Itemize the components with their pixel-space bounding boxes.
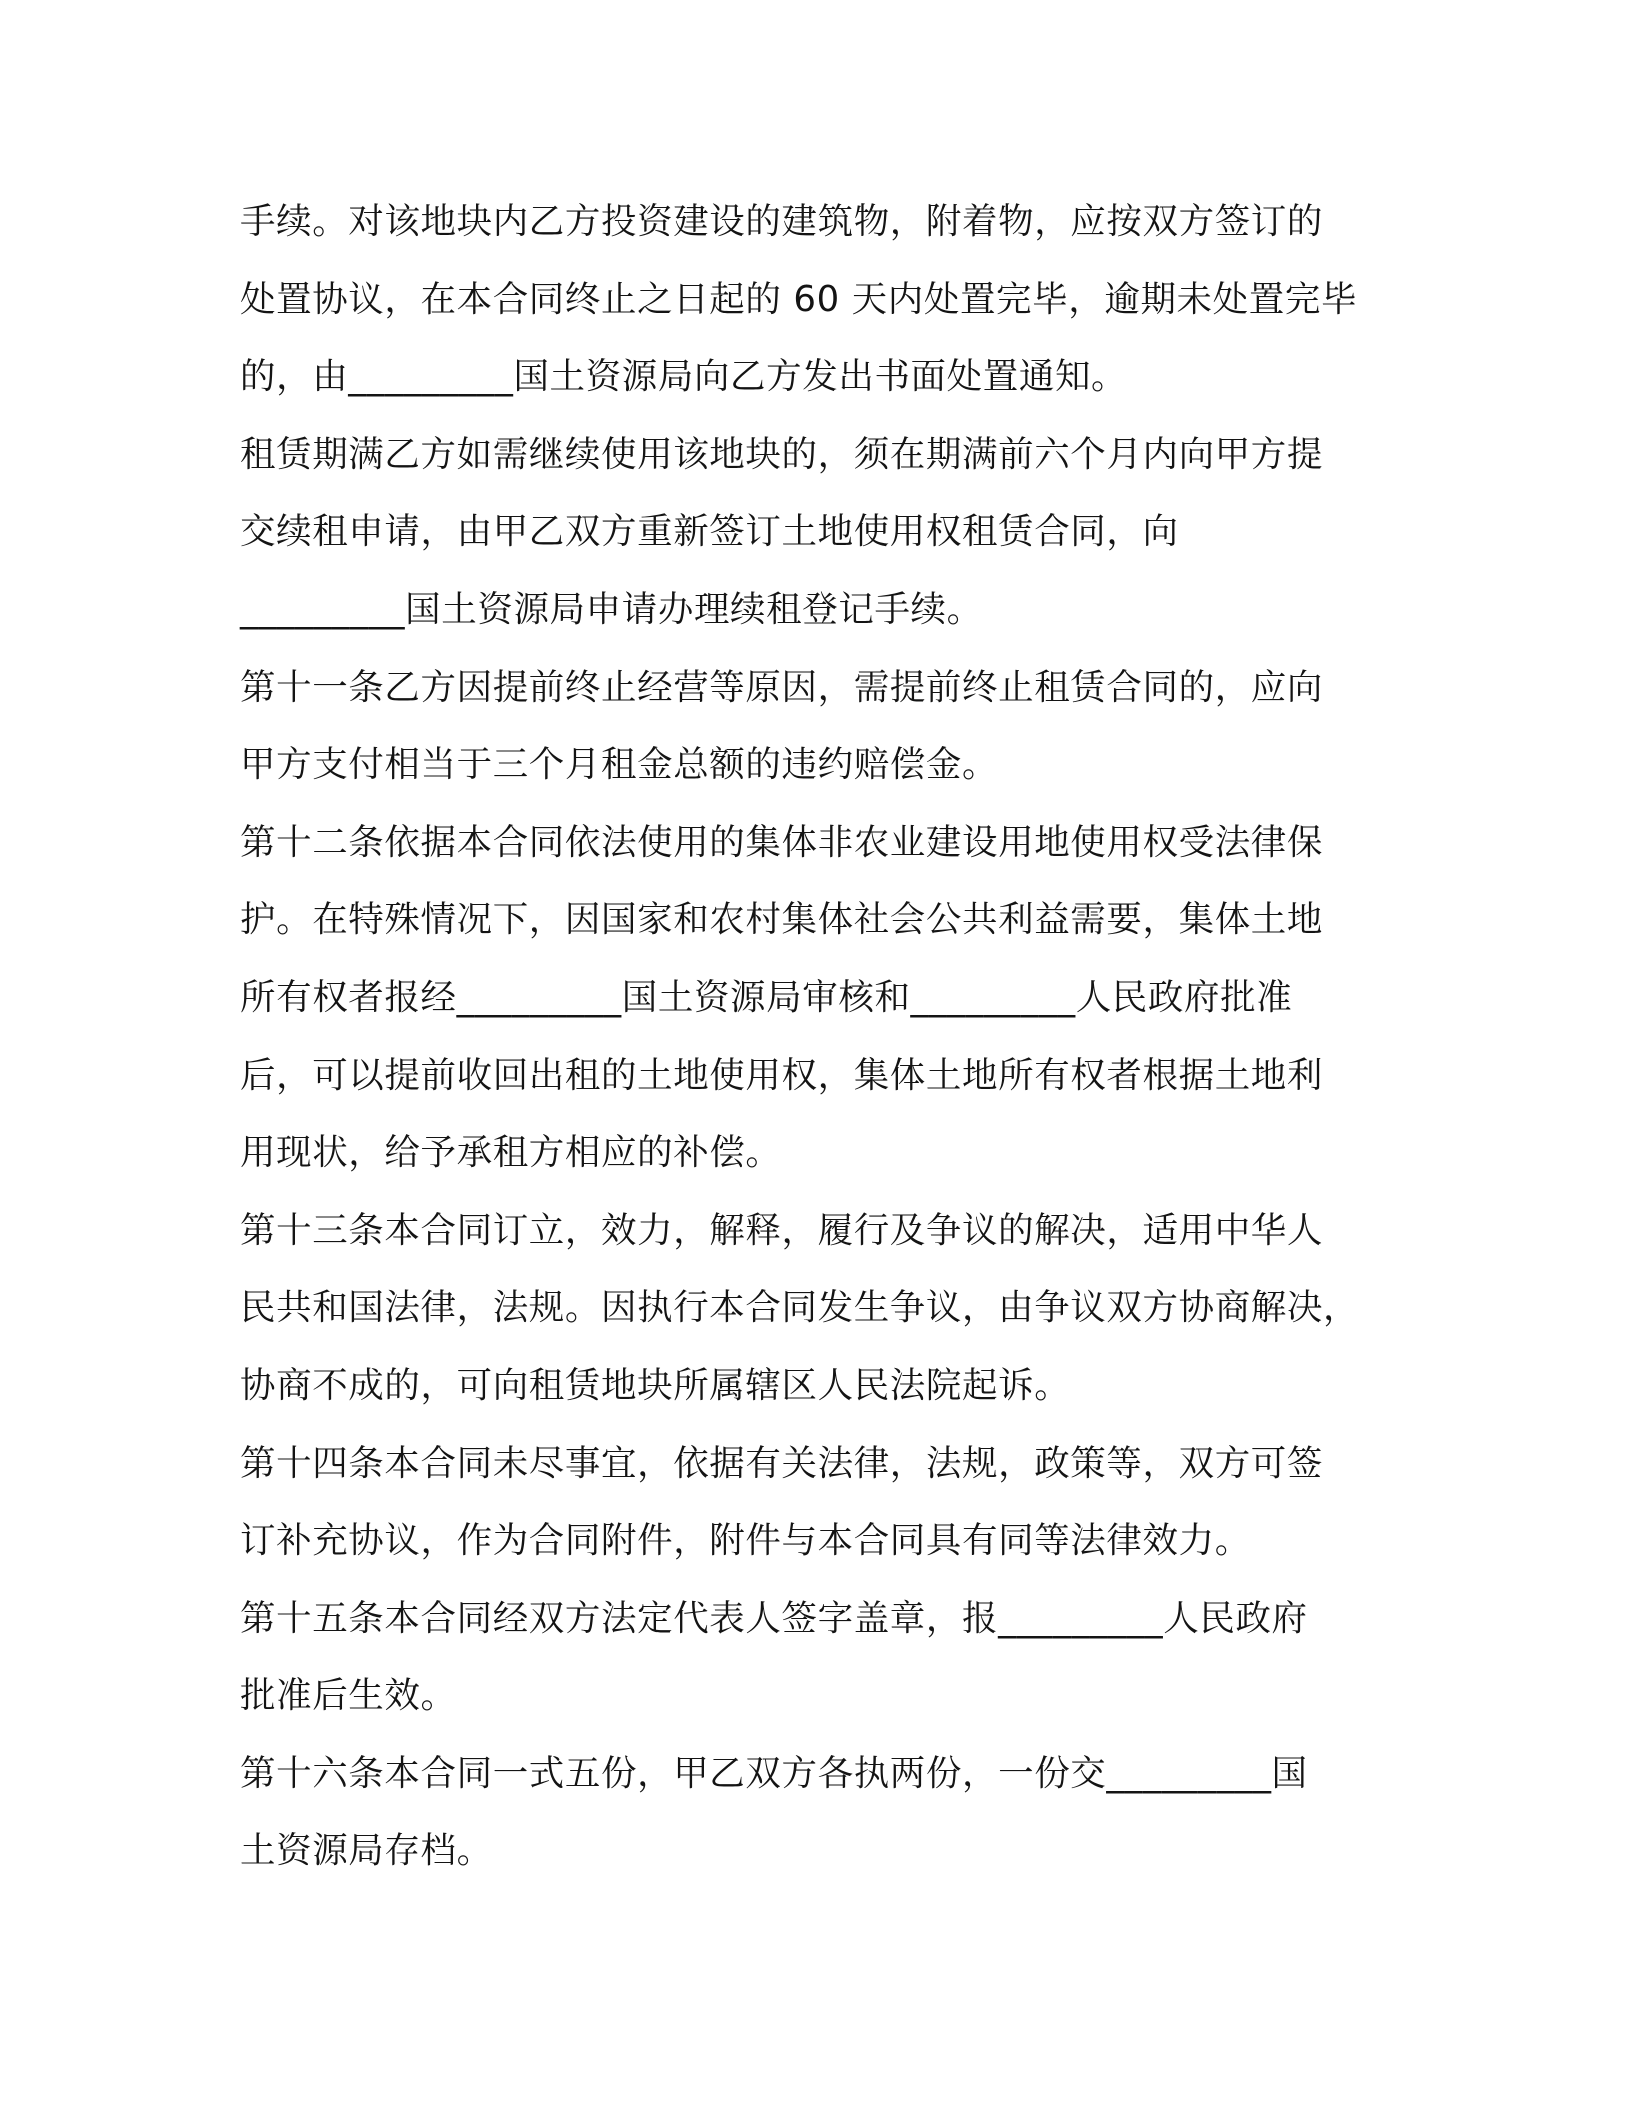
text-line: 批准后生效。: [240, 1675, 457, 1717]
text-line: 第十一条乙方因提前终止经营等原因，需提前终止租赁合同的，应向: [240, 666, 1324, 708]
text-line: 用现状，给予承租方相应的补偿。: [240, 1132, 782, 1174]
text-line: 甲方支付相当于三个月租金总额的违约赔偿金。: [240, 744, 999, 786]
text-line: 民共和国法律，法规。因执行本合同发生争议，由争议双方协商解决，: [240, 1287, 1360, 1329]
text-line: _________国土资源局申请办理续租登记手续。: [240, 588, 983, 630]
text-line: 的，由_________国土资源局向乙方发出书面处置通知。: [240, 356, 1128, 398]
text-line: 租赁期满乙方如需继续使用该地块的，须在期满前六个月内向甲方提: [240, 433, 1324, 475]
text-line: 第十四条本合同未尽事宜，依据有关法律，法规，政策等，双方可签: [240, 1442, 1324, 1484]
text-line: 第十三条本合同订立，效力，解释，履行及争议的解决，适用中华人: [240, 1209, 1324, 1251]
text-line: 后，可以提前收回出租的土地使用权，集体土地所有权者根据土地利: [240, 1054, 1324, 1096]
text-line: 第十五条本合同经双方法定代表人签字盖章，报_________人民政府: [240, 1597, 1308, 1639]
text-line: 交续租申请，由甲乙双方重新签订土地使用权租赁合同，向: [240, 511, 1179, 553]
text-line: 土资源局存档。: [240, 1830, 493, 1872]
text-line: 所有权者报经_________国土资源局审核和_________人民政府批准: [240, 976, 1293, 1018]
text-line: 手续。对该地块内乙方投资建设的建筑物，附着物，应按双方签订的: [240, 201, 1324, 242]
text-line: 第十六条本合同一式五份，甲乙双方各执两份，一份交_________国: [240, 1752, 1308, 1794]
text-line: 订补充协议，作为合同附件，附件与本合同具有同等法律效力。: [240, 1520, 1251, 1562]
text-line: 协商不成的，可向租赁地块所属辖区人民法院起诉。: [240, 1364, 1071, 1406]
text-line: 处置协议，在本合同终止之日起的 60 天内处置完毕，逾期未处置完毕: [240, 278, 1358, 320]
document-body: [240, 183, 1400, 1890]
text-line: 第十二条依据本合同依法使用的集体非农业建设用地使用权受法律保: [240, 821, 1324, 863]
text-line: 护。在特殊情况下，因国家和农村集体社会公共利益需要，集体土地: [240, 899, 1324, 941]
